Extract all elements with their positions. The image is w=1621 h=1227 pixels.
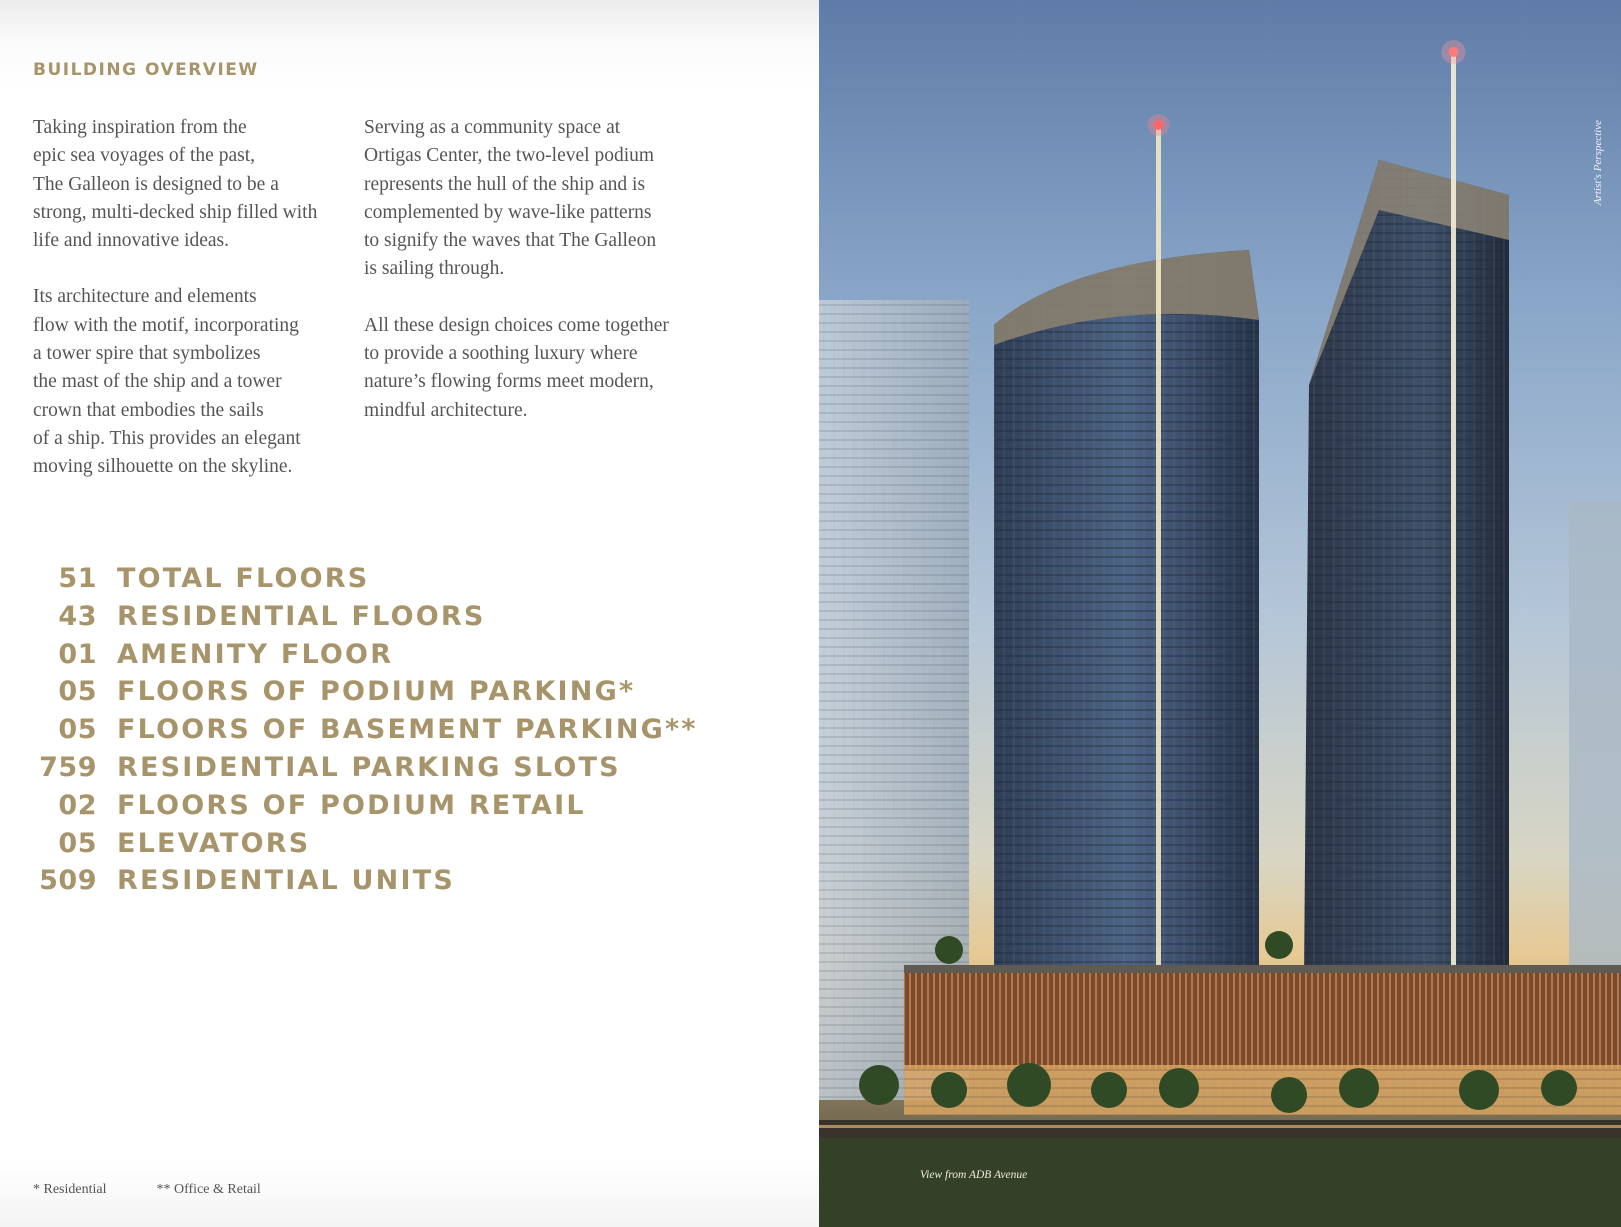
- paragraph: Its architecture and elements flow with the motif, incorporating a tower spire that symbolizes the mast of the ship and a tower crown that embodies the sails of a ship. This provides an elegant moving silhouette on the skyline.: [33, 286, 301, 478]
- stat-row: [30, 865, 698, 903]
- stat-label: RESIDENTIAL UNITS: [117, 865, 455, 897]
- podium: [904, 970, 1621, 1070]
- spire-light: [1156, 125, 1161, 980]
- stat-label: RESIDENTIAL PARKING SLOTS: [117, 751, 621, 783]
- background-tower: [1569, 500, 1621, 1000]
- stat-label: RESIDENTIAL FLOORS: [117, 600, 486, 632]
- stat-number: 05: [58, 714, 97, 746]
- image-caption: View from ADB Avenue: [920, 1169, 1028, 1181]
- text-column-2: [364, 114, 694, 453]
- stats-list: [30, 563, 698, 903]
- stat-row: [30, 639, 698, 677]
- stat-number: 01: [58, 638, 97, 670]
- stat-row: [30, 676, 698, 714]
- paragraph: Taking inspiration from the epic sea voyages of the past, The Galleon is designed to be a strong, multi-decked ship filled with life and innovative ideas.: [33, 117, 318, 252]
- spire-light: [1451, 50, 1456, 980]
- stat-number: 759: [39, 751, 97, 783]
- footnotes: [33, 1182, 261, 1198]
- paragraph: Serving as a community space at Ortigas Center, the two-level podium represents the hull of the ship and is complemented by wave-like patterns to signify the waves that The Galleon is sailing through.: [364, 117, 657, 280]
- stat-row: [30, 828, 698, 866]
- artist-perspective-label: Artist's Perspective: [1592, 120, 1604, 206]
- road: [819, 1120, 1621, 1138]
- stat-row: [30, 790, 698, 828]
- stat-label: AMENITY FLOOR: [117, 638, 394, 670]
- stat-label: FLOORS OF PODIUM PARKING*: [117, 676, 636, 708]
- stat-row: [30, 714, 698, 752]
- stat-row: [30, 752, 698, 790]
- stat-label: TOTAL FLOORS: [117, 563, 370, 594]
- stat-label: ELEVATORS: [117, 827, 311, 859]
- section-heading: BUILDING OVERVIEW: [33, 60, 259, 80]
- stat-number: 51: [58, 563, 97, 594]
- stat-number: 43: [58, 600, 97, 632]
- stat-number: 05: [58, 676, 97, 708]
- lawn: [819, 1138, 1621, 1227]
- building-illustration: [819, 0, 1621, 1227]
- stat-number: 05: [58, 827, 97, 859]
- stat-number: 509: [39, 865, 97, 897]
- footnote-residential: * Residential: [33, 1182, 107, 1197]
- footnote-office-retail: ** Office & Retail: [156, 1182, 261, 1197]
- building-rendering: [819, 0, 1621, 1227]
- stat-label: FLOORS OF BASEMENT PARKING**: [117, 714, 698, 746]
- text-column-1: [33, 114, 353, 510]
- stat-row: [30, 601, 698, 639]
- stat-number: 02: [58, 789, 97, 821]
- paragraph: All these design choices come together to provide a soothing luxury where nature’s flowing forms meet modern, mindful architecture.: [364, 314, 669, 421]
- stat-label: FLOORS OF PODIUM RETAIL: [117, 789, 586, 821]
- stat-row: [30, 563, 698, 601]
